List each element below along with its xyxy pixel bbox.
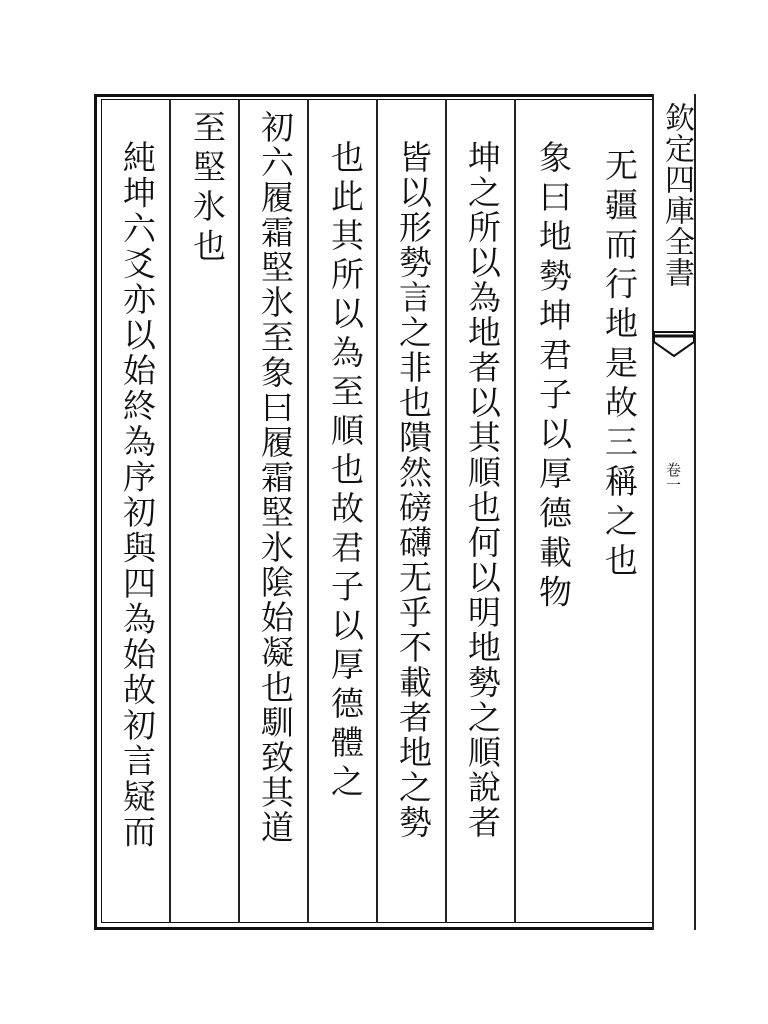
column-rule (376, 99, 378, 923)
text-column-3: 坤之所以為地者以其順也何以明地勢之順說者 (463, 140, 502, 840)
column-rule (307, 99, 309, 923)
margin-juan: 卷一 (664, 462, 682, 492)
margin-title: 欽定四庫全書 (659, 102, 694, 288)
margin-rule-left (652, 94, 654, 930)
fish-tail-ornament (652, 330, 696, 364)
column-rule (238, 99, 240, 923)
text-column-4: 皆以形勢言之非也隤然磅礴无乎不載者地之勢 (394, 140, 433, 840)
text-column-8: 純坤六爻亦以始終為序初與四為始故初言疑而 (118, 140, 157, 850)
text-column-5: 也此其所以為至順也故君子以厚德體之 (326, 140, 365, 803)
text-column-6: 初六履霜堅氷至象曰履霜堅氷隂始凝也馴致其道 (256, 110, 295, 845)
column-rule (169, 99, 171, 923)
text-column-1: 无疆而行地是故三稱之也 (600, 148, 639, 583)
text-column-7: 至堅氷也 (188, 110, 227, 268)
text-column-2: 象曰地勢坤君子以厚德載物 (534, 140, 573, 614)
column-rule (514, 99, 516, 923)
column-rule (445, 99, 447, 923)
